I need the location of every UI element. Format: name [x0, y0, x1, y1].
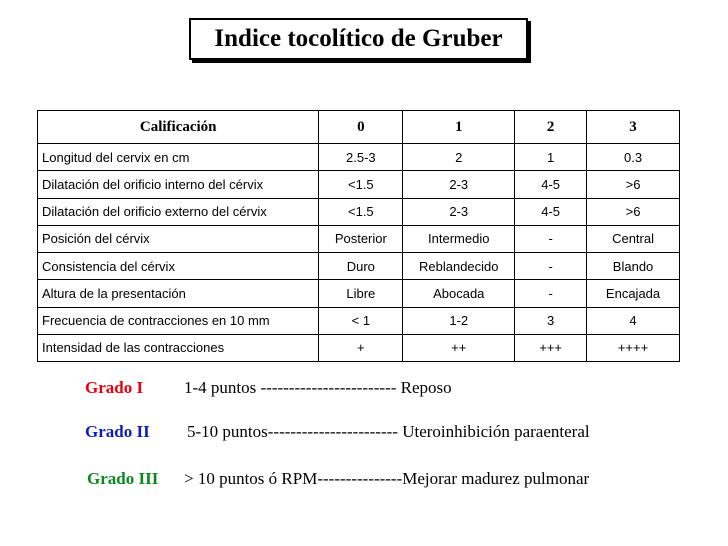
table-cell: + — [319, 334, 403, 361]
table-row — [38, 198, 680, 225]
table-cell: <1.5 — [319, 171, 403, 198]
table-cell: Reblandecido — [403, 253, 515, 280]
table-cell: 1-2 — [403, 307, 515, 334]
header-score-0: 0 — [319, 111, 403, 144]
table-row — [38, 280, 680, 307]
table-cell: Blando — [587, 253, 680, 280]
table-header-row — [38, 111, 680, 144]
row-label: Dilatación del orificio externo del cérvix — [38, 198, 319, 225]
table-cell: 4-5 — [515, 171, 587, 198]
header-score-2: 2 — [515, 111, 587, 144]
row-label: Intensidad de las contracciones — [38, 334, 319, 361]
row-label: Altura de la presentación — [38, 280, 319, 307]
table-cell: +++ — [515, 334, 587, 361]
grade-3-label: Grado III — [87, 469, 159, 488]
table-row — [38, 253, 680, 280]
table-cell: < 1 — [319, 307, 403, 334]
table-cell: Encajada — [587, 280, 680, 307]
row-label: Consistencia del cérvix — [38, 253, 319, 280]
row-label: Posición del cérvix — [38, 225, 319, 252]
table-cell: Intermedio — [403, 225, 515, 252]
page-title: Indice tocolítico de Gruber — [189, 18, 528, 60]
table-row — [38, 334, 680, 361]
table-cell: Abocada — [403, 280, 515, 307]
table-row — [38, 144, 680, 171]
row-label: Dilatación del orificio interno del cérvix — [38, 171, 319, 198]
table-cell: Posterior — [319, 225, 403, 252]
table-row — [38, 307, 680, 334]
table-cell: 2 — [403, 144, 515, 171]
table-cell: 2.5-3 — [319, 144, 403, 171]
table-cell: 1 — [515, 144, 587, 171]
table-cell: ++ — [403, 334, 515, 361]
table-cell: - — [515, 280, 587, 307]
table-cell: - — [515, 225, 587, 252]
table-cell: >6 — [587, 198, 680, 225]
grade-1-description: 1-4 puntos ------------------------ Reposo — [184, 378, 452, 397]
grade-2-description: 5-10 puntos----------------------- Uteroinhibición paraenteral — [187, 422, 590, 441]
header-score-1: 1 — [403, 111, 515, 144]
table-cell: >6 — [587, 171, 680, 198]
grade-1-label: Grado I — [85, 378, 144, 397]
table-cell: Libre — [319, 280, 403, 307]
header-calificacion: Calificación — [38, 111, 319, 144]
table-cell: <1.5 — [319, 198, 403, 225]
table-cell: Duro — [319, 253, 403, 280]
row-label: Frecuencia de contracciones en 10 mm — [38, 307, 319, 334]
header-score-3: 3 — [587, 111, 680, 144]
table-row — [38, 225, 680, 252]
table-cell: 3 — [515, 307, 587, 334]
table-row — [38, 171, 680, 198]
table-cell: Central — [587, 225, 680, 252]
table-cell: 4 — [587, 307, 680, 334]
gruber-score-table — [37, 110, 680, 362]
grade-2-label: Grado II — [85, 422, 150, 441]
table-cell: ++++ — [587, 334, 680, 361]
grade-3-description: > 10 puntos ó RPM---------------Mejorar madurez pulmonar — [184, 469, 590, 488]
table-cell: 4-5 — [515, 198, 587, 225]
table-cell: 2-3 — [403, 171, 515, 198]
table-cell: 0.3 — [587, 144, 680, 171]
table-cell: - — [515, 253, 587, 280]
row-label: Longitud del cervix en cm — [38, 144, 319, 171]
table-cell: 2-3 — [403, 198, 515, 225]
